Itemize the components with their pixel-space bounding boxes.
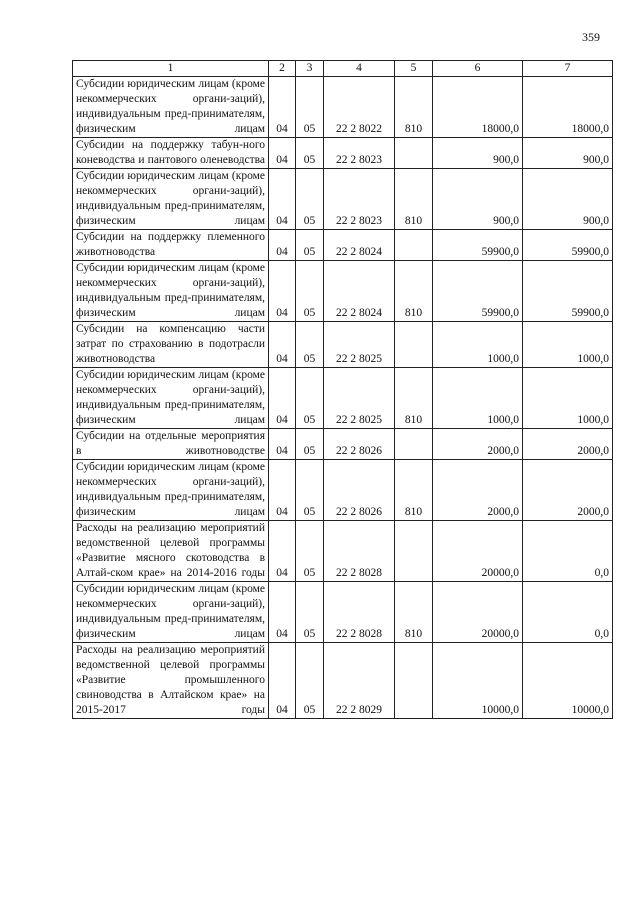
cell-expense-type [395,521,433,582]
table-row [73,582,613,643]
cell-section: 04 [269,368,296,429]
cell-target-article: 22 2 8028 [324,582,395,643]
cell-subsection: 05 [296,138,324,169]
cell-amount-1: 2000,0 [433,460,523,521]
cell-name: Субсидии юридическим лицам (кроме некоммерческих органи-заций), индивидуальным пред-принимателям, физическим лицам [73,368,269,429]
column-header: 6 [433,61,523,77]
cell-section: 04 [269,138,296,169]
cell-amount-1: 10000,0 [433,643,523,719]
cell-subsection: 05 [296,230,324,261]
cell-target-article: 22 2 8023 [324,169,395,230]
table-row [73,521,613,582]
cell-target-article: 22 2 8029 [324,643,395,719]
cell-amount-2: 59900,0 [523,230,613,261]
cell-amount-2: 900,0 [523,169,613,230]
table-row [73,230,613,261]
column-header: 4 [324,61,395,77]
cell-expense-type [395,322,433,368]
cell-section: 04 [269,230,296,261]
cell-subsection: 05 [296,582,324,643]
cell-amount-1: 900,0 [433,169,523,230]
cell-section: 04 [269,643,296,719]
cell-name: Субсидии юридическим лицам (кроме некоммерческих органи-заций), индивидуальным пред-принимателям, физическим лицам [73,261,269,322]
cell-target-article: 22 2 8025 [324,322,395,368]
cell-amount-1: 59900,0 [433,261,523,322]
budget-table [72,60,613,719]
cell-expense-type: 810 [395,169,433,230]
cell-amount-1: 1000,0 [433,322,523,368]
cell-name: Субсидии на компенсацию части затрат по страхованию в подотрасли животноводства [73,322,269,368]
cell-subsection: 05 [296,460,324,521]
cell-amount-1: 900,0 [433,138,523,169]
cell-target-article: 22 2 8024 [324,261,395,322]
cell-section: 04 [269,169,296,230]
column-header: 3 [296,61,324,77]
cell-name: Субсидии юридическим лицам (кроме некоммерческих органи-заций), индивидуальным пред-принимателям, физическим лицам [73,169,269,230]
cell-subsection: 05 [296,261,324,322]
cell-section: 04 [269,429,296,460]
table-row [73,169,613,230]
cell-amount-1: 59900,0 [433,230,523,261]
cell-amount-2: 1000,0 [523,322,613,368]
cell-expense-type [395,643,433,719]
cell-subsection: 05 [296,322,324,368]
table-row [73,429,613,460]
cell-subsection: 05 [296,429,324,460]
cell-amount-2: 2000,0 [523,429,613,460]
cell-name: Субсидии на поддержку табун-ного коневодства и пантового оленеводства [73,138,269,169]
column-header: 2 [269,61,296,77]
cell-section: 04 [269,582,296,643]
cell-amount-2: 59900,0 [523,261,613,322]
cell-amount-1: 2000,0 [433,429,523,460]
cell-name: Субсидии юридическим лицам (кроме некоммерческих органи-заций), индивидуальным пред-принимателям, физическим лицам [73,460,269,521]
table-row [73,77,613,138]
column-header: 1 [73,61,269,77]
cell-section: 04 [269,77,296,138]
table-row [73,138,613,169]
table-header-row [73,61,613,77]
cell-expense-type [395,429,433,460]
cell-expense-type: 810 [395,77,433,138]
table-row [73,261,613,322]
cell-section: 04 [269,322,296,368]
cell-target-article: 22 2 8024 [324,230,395,261]
cell-amount-1: 1000,0 [433,368,523,429]
cell-amount-2: 0,0 [523,582,613,643]
cell-amount-1: 18000,0 [433,77,523,138]
cell-expense-type: 810 [395,261,433,322]
cell-subsection: 05 [296,77,324,138]
table-body [73,77,613,719]
cell-amount-1: 20000,0 [433,521,523,582]
cell-expense-type: 810 [395,582,433,643]
cell-subsection: 05 [296,521,324,582]
cell-name: Субсидии юридическим лицам (кроме некоммерческих органи-заций), индивидуальным пред-принимателям, физическим лицам [73,77,269,138]
cell-target-article: 22 2 8026 [324,460,395,521]
page-number: 359 [582,30,600,44]
cell-expense-type: 810 [395,368,433,429]
cell-amount-2: 900,0 [523,138,613,169]
cell-subsection: 05 [296,368,324,429]
cell-subsection: 05 [296,169,324,230]
cell-name: Субсидии на поддержку племенного животноводства [73,230,269,261]
cell-name: Расходы на реализацию мероприятий ведомственной целевой программы «Развитие мясного скотоводства в Алтай-ском крае» на 2014-2016 годы [73,521,269,582]
cell-amount-2: 10000,0 [523,643,613,719]
cell-amount-2: 2000,0 [523,460,613,521]
cell-target-article: 22 2 8026 [324,429,395,460]
cell-amount-2: 0,0 [523,521,613,582]
cell-name: Расходы на реализацию мероприятий ведомственной целевой программы «Развитие промышленного свиноводства в Алтайском крае» на 2015-2017 годы [73,643,269,719]
cell-section: 04 [269,460,296,521]
cell-subsection: 05 [296,643,324,719]
cell-expense-type [395,138,433,169]
table-row [73,368,613,429]
cell-target-article: 22 2 8028 [324,521,395,582]
cell-target-article: 22 2 8025 [324,368,395,429]
table-row [73,643,613,719]
cell-target-article: 22 2 8022 [324,77,395,138]
table-row [73,322,613,368]
cell-expense-type: 810 [395,460,433,521]
cell-section: 04 [269,261,296,322]
cell-expense-type [395,230,433,261]
cell-name: Субсидии на отдельные мероприятия в животноводстве [73,429,269,460]
column-header: 7 [523,61,613,77]
cell-amount-1: 20000,0 [433,582,523,643]
cell-amount-2: 1000,0 [523,368,613,429]
table-row [73,460,613,521]
cell-amount-2: 18000,0 [523,77,613,138]
cell-section: 04 [269,521,296,582]
cell-target-article: 22 2 8023 [324,138,395,169]
cell-name: Субсидии юридическим лицам (кроме некоммерческих органи-заций), индивидуальным пред-принимателям, физическим лицам [73,582,269,643]
column-header: 5 [395,61,433,77]
